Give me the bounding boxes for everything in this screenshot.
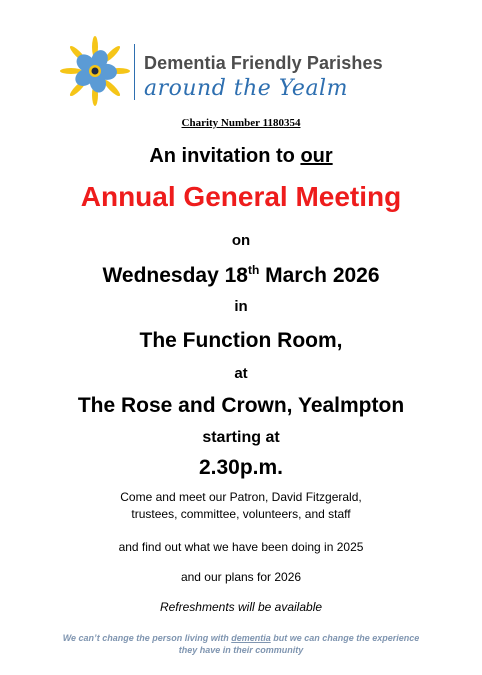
logo-divider <box>134 44 135 100</box>
activities-line: and find out what we have been doing in 2025 <box>118 540 364 554</box>
refreshments-note: Refreshments will be available <box>159 600 323 614</box>
invitation-our: our <box>300 145 333 167</box>
logo <box>58 36 426 108</box>
tagline-part2: but we can change the experience <box>270 633 420 643</box>
forget-me-not-flower-icon <box>60 36 130 106</box>
logo-title: Dementia Friendly Parishes <box>144 53 383 73</box>
logo-subtitle: around the Yealm <box>144 76 348 101</box>
starting-text: starting at <box>202 429 280 446</box>
room-name: The Function Room, <box>139 329 343 352</box>
invitation-lead: An invitation to <box>149 145 301 167</box>
date-day: Wednesday 18 <box>102 264 248 287</box>
date-ordinal: th <box>247 263 260 277</box>
charity-number: Charity Number 1180354 <box>181 117 301 129</box>
plans-line: and our plans for 2026 <box>180 570 302 584</box>
meet-line-2: trustees, committee, volunteers, and staff <box>131 507 351 521</box>
in-text: in <box>234 298 248 315</box>
event-date <box>0 264 482 288</box>
invitation-heading <box>0 145 482 168</box>
tagline-part1: We can’t change the person living with <box>62 633 232 643</box>
venue-name: The Rose and Crown, Yealmpton <box>77 394 405 417</box>
on-text: on <box>231 232 251 249</box>
date-rest: March 2026 <box>259 264 380 287</box>
event-time: 2.30p.m. <box>198 456 284 479</box>
meet-line-1: Come and meet our Patron, David Fitzgerald, <box>120 490 362 504</box>
tagline-dementia: dementia <box>231 633 271 643</box>
tagline-line-2: they have in their community <box>178 645 304 655</box>
event-title: Annual General Meeting <box>80 181 402 212</box>
at-text: at <box>234 365 248 382</box>
tagline-line-1 <box>0 633 482 643</box>
